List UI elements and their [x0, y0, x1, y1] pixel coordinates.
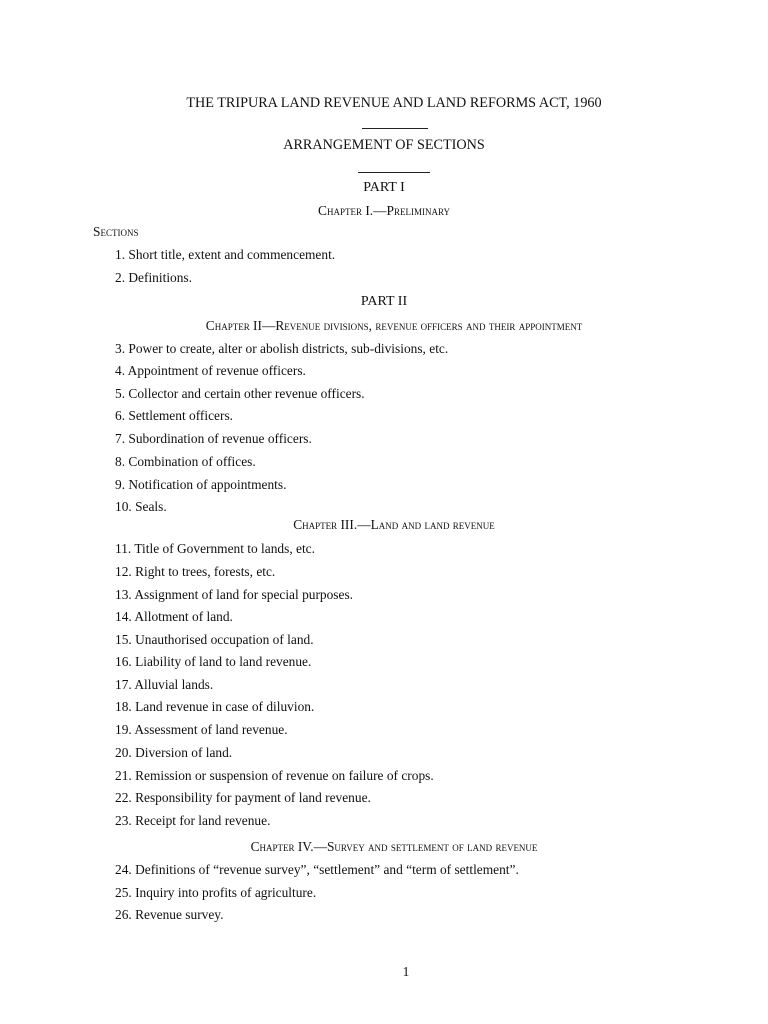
section-item: 22. Responsibility for payment of land revenue.: [115, 790, 371, 805]
section-item: 9. Notification of appointments.: [115, 477, 287, 492]
section-item: 11. Title of Government to lands, etc.: [115, 541, 315, 556]
chapter-4-heading: Chapter IV.—Survey and settlement of land revenue: [250, 839, 538, 854]
section-item: 6. Settlement officers.: [115, 408, 234, 423]
chapter-3-heading: Chapter III.—Land and land revenue: [293, 517, 495, 532]
section-item: 20. Diversion of land.: [115, 745, 233, 760]
section-item: 7. Subordination of revenue officers.: [115, 431, 312, 446]
section-item: 26. Revenue survey.: [115, 907, 224, 922]
part-1-heading: PART I: [363, 180, 405, 195]
section-item: 15. Unauthorised occupation of land.: [115, 632, 314, 647]
section-item: 3. Power to create, alter or abolish districts, sub-divisions, etc.: [115, 341, 449, 356]
sections-label: Sections: [93, 224, 139, 239]
chapter-1-heading: Chapter I.—Preliminary: [318, 203, 450, 218]
section-item: 8. Combination of offices.: [115, 454, 256, 469]
chapter-2-heading: Chapter II—Revenue divisions, revenue officers and their appointment: [205, 318, 583, 333]
section-item: 18. Land revenue in case of diluvion.: [115, 699, 315, 714]
act-title: THE TRIPURA LAND REVENUE AND LAND REFORMS ACT, 1960: [186, 95, 602, 111]
title-rule: [362, 128, 428, 129]
section-item: 21. Remission or suspension of revenue on failure of crops.: [115, 768, 434, 783]
section-item: 2. Definitions.: [115, 270, 192, 285]
arrangement-heading: ARRANGEMENT OF SECTIONS: [283, 137, 485, 153]
section-item: 13. Assignment of land for special purposes.: [115, 587, 354, 602]
page-number: 1: [402, 964, 410, 979]
section-item: 1. Short title, extent and commencement.: [115, 247, 336, 262]
section-item: 5. Collector and certain other revenue officers.: [115, 386, 365, 401]
heading-rule: [358, 172, 430, 173]
section-item: 4. Appointment of revenue officers.: [115, 363, 306, 378]
section-item: 25. Inquiry into profits of agriculture.: [115, 885, 317, 900]
section-item: 19. Assessment of land revenue.: [115, 722, 288, 737]
section-item: 14. Allotment of land.: [115, 609, 233, 624]
part-2-heading: PART II: [360, 294, 408, 309]
section-item: 17. Alluvial lands.: [115, 677, 214, 692]
section-item: 16. Liability of land to land revenue.: [115, 654, 312, 669]
section-item: 12. Right to trees, forests, etc.: [115, 564, 276, 579]
section-item: 23. Receipt for land revenue.: [115, 813, 271, 828]
section-item: 24. Definitions of “revenue survey”, “settlement” and “term of settlement”.: [115, 862, 519, 877]
section-item: 10. Seals.: [115, 499, 167, 514]
